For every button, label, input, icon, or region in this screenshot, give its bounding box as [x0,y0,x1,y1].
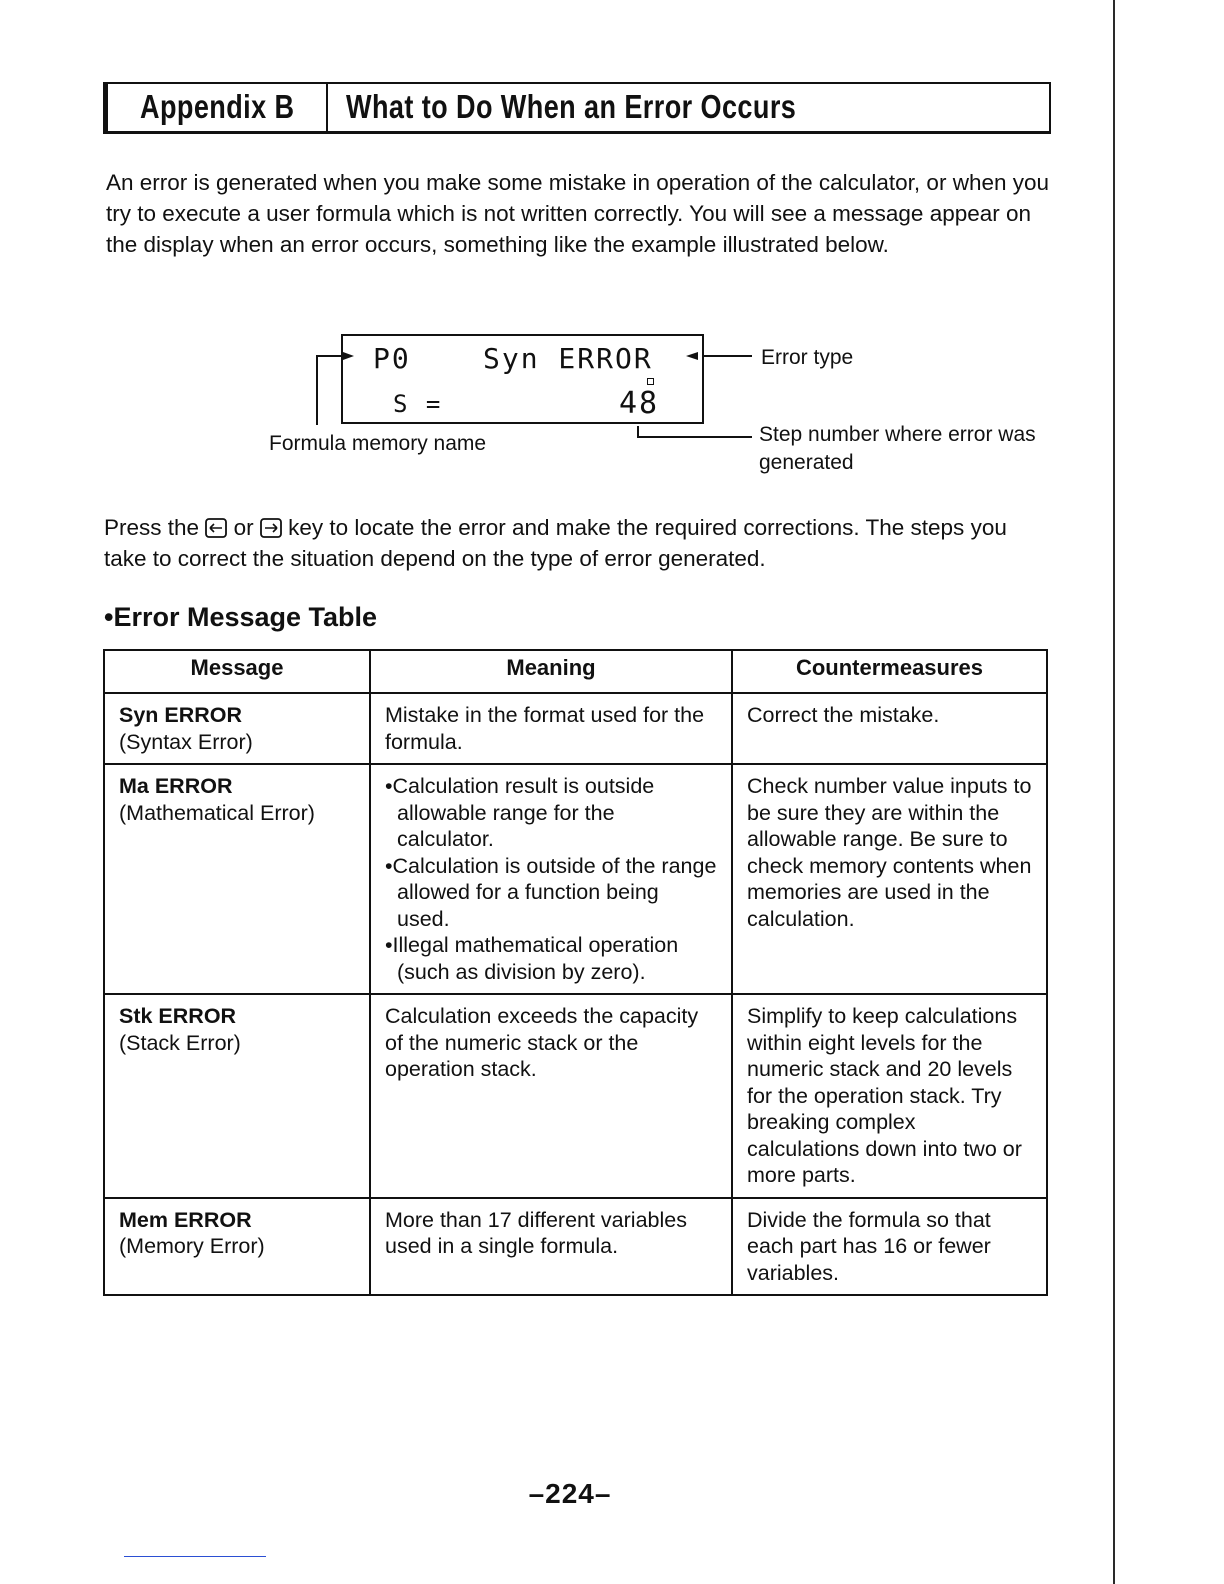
message-cell [104,994,370,1198]
meaning-text: More than 17 different variables used in a single formula. [385,1207,687,1258]
left-arrow-key-icon [205,518,227,538]
table-row [104,1198,1047,1296]
lcd-indicator-icon [647,378,654,385]
meaning-cell [370,764,732,994]
countermeasure-cell: Correct the mistake. [732,693,1047,764]
lcd-formula-name: P0 [373,342,411,375]
meaning-text: Calculation exceeds the capacity of the numeric stack or the operation stack. [385,1004,699,1081]
error-code: Ma ERROR [119,774,233,798]
error-type-label: Error type [761,346,854,369]
press-text-or: or [233,515,254,540]
step-number-label: Step number where error was generated [759,423,1036,474]
lcd-variable: S = [393,390,443,418]
error-name: (Stack Error) [119,1030,241,1055]
error-name: (Syntax Error) [119,729,253,754]
intro-paragraph: An error is generated when you make some mistake in operation of the calculator, or when you try to execute a user formula which is not written correctly. You will see a message appear on the display when an error occurs, something like the example illustrated below. [106,170,1050,257]
page-title: What to Do When an Error Occurs [346,88,797,125]
appendix-label: Appendix B [140,88,295,125]
page-number: –224– [528,1478,612,1509]
formula-pointer-line [317,356,343,425]
meaning-cell [370,693,732,764]
table-row [104,693,1047,764]
countermeasure-cell: Check number value inputs to be sure they are within the allowable range. Be sure to check memory contents when memories are used in the calculation. [732,764,1047,994]
error-code: Stk ERROR [119,1004,237,1028]
meaning-bullet: •Illegal mathematical operation (such as division by zero). [385,933,679,984]
countermeasure-cell: Simplify to keep calculations within eight levels for the numeric stack and 20 levels for the operation stack. Try breaking complex calculations down into two or more parts. [732,994,1047,1198]
press-paragraph [104,512,1054,574]
table-header-row [104,650,1047,693]
error-name: (Mathematical Error) [119,800,315,825]
meaning-cell [370,994,732,1198]
error-name: (Memory Error) [119,1234,265,1258]
countermeasure-cell: Divide the formula so that each part has 16 or fewer variables. [732,1198,1047,1296]
header-meaning: Meaning [370,650,732,693]
formula-memory-label: Formula memory name [269,432,487,455]
lcd-display [341,334,704,424]
meaning-text: Mistake in the format used for the formula. [385,703,705,754]
press-text-before: Press the [104,515,200,540]
lcd-error-message: Syn ERROR [483,342,653,375]
meaning-bullet: •Calculation result is outside allowable range for the calculator. [385,774,655,851]
right-arrow-key-icon [260,518,282,538]
message-cell [104,1198,370,1296]
meaning-bullet: •Calculation is outside of the range allowed for a function being used. [385,853,717,931]
error-code: Syn ERROR [119,703,243,727]
meaning-cell [370,1198,732,1296]
lcd-step-number: 48 [619,386,660,421]
error-table-title: •Error Message Table [104,602,378,632]
header-message: Message [104,650,370,693]
press-text-after: key to locate the error and make the required corrections. The steps you take to correct the situation depend on the type of error generated. [104,515,1007,571]
footer-rule [124,1556,266,1557]
step-pointer-line [638,426,752,437]
message-cell [104,693,370,764]
header-countermeasures: Countermeasures [732,650,1047,693]
error-code: Mem ERROR [119,1207,252,1232]
error-message-table [103,649,1048,1296]
message-cell [104,764,370,994]
table-row [104,994,1047,1198]
table-row [104,764,1047,994]
